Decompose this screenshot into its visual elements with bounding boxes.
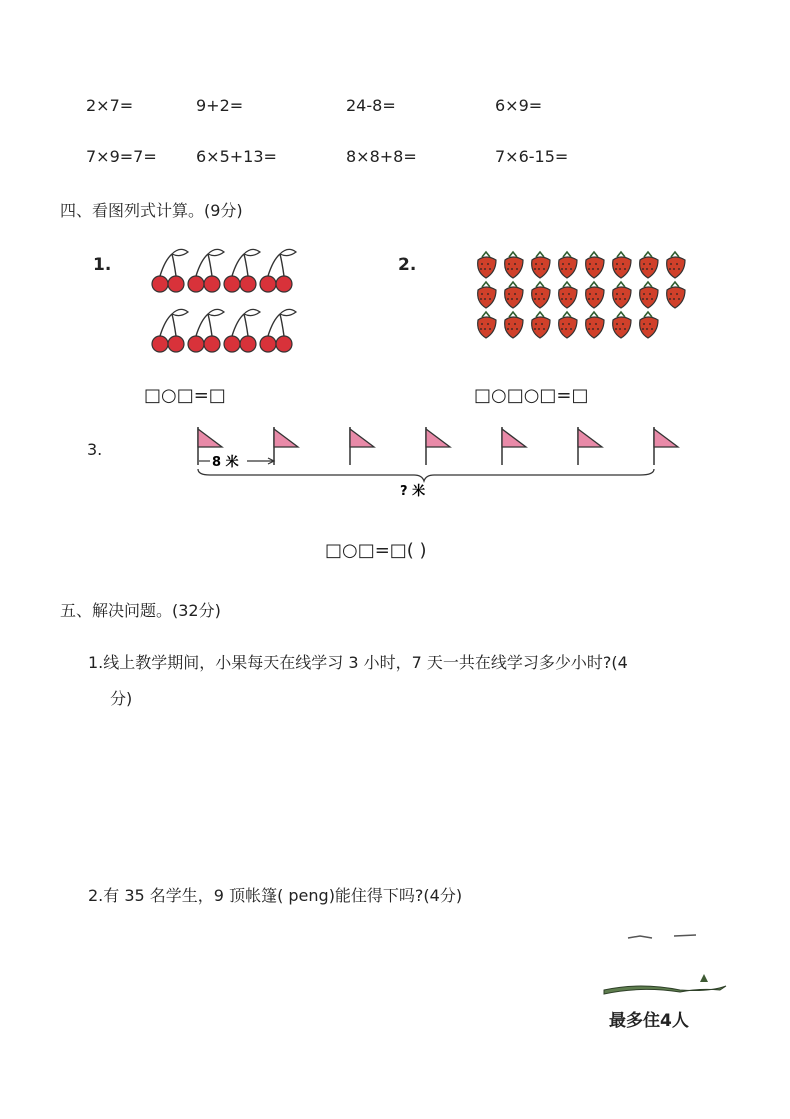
strawberry (478, 312, 496, 338)
cherry-pair (152, 249, 188, 292)
strawberry (586, 282, 604, 308)
strawberry (613, 312, 631, 338)
strawberry (478, 252, 496, 278)
problem-r2c2: 6×5+13= (196, 147, 277, 166)
flags-diagram (190, 425, 690, 505)
strawberry (532, 252, 550, 278)
question1-line2: 分) (110, 689, 133, 708)
cherry-pair (224, 249, 260, 292)
strawberry (505, 252, 523, 278)
cherry-pair (260, 309, 296, 352)
gap-label: 8 米 (212, 455, 239, 470)
problem3-number: 3. (87, 440, 103, 459)
problem-r1c4: 6×9= (495, 96, 543, 115)
problem1-formula: □○□=□ (144, 385, 226, 406)
strawberry (532, 282, 550, 308)
cherry-pair (152, 309, 188, 352)
strawberry (667, 252, 685, 278)
question1-line1: 1.线上教学期间，小果每天在线学习 3 小时，7 天一共在线学习多少小时?(4 (88, 653, 628, 672)
strawberry (559, 252, 577, 278)
section4-title: 四、看图列式计算。(9分) (60, 201, 243, 220)
question2: 2.有 35 名学生，9 顶帐篷( peng)能住得下吗?(4分) (88, 886, 463, 905)
flag (578, 427, 602, 465)
tent-illustration (600, 930, 740, 1000)
strawberry (613, 282, 631, 308)
strawberry (586, 252, 604, 278)
problem3-formula: □○□=□( ) (325, 540, 427, 561)
problem2-number: 2. (398, 255, 417, 275)
flag (350, 427, 374, 465)
strawberry (559, 312, 577, 338)
flag (426, 427, 450, 465)
cherry-pair (224, 309, 260, 352)
strawberry (559, 282, 577, 308)
problem-r2c1: 7×9=7= (86, 147, 157, 166)
cherry-pair (188, 309, 224, 352)
strawberry (640, 282, 658, 308)
strawberry (640, 252, 658, 278)
strawberry (640, 312, 658, 338)
total-brace (198, 469, 654, 481)
strawberry (505, 282, 523, 308)
problem-r2c3: 8×8+8= (346, 147, 417, 166)
total-label: ? 米 (400, 484, 426, 499)
flag (274, 427, 298, 465)
cherry-pair (188, 249, 224, 292)
strawberry (667, 282, 685, 308)
problem1-number: 1. (93, 255, 112, 275)
problem2-formula: □○□○□=□ (474, 385, 589, 406)
cherry-pair (260, 249, 296, 292)
strawberry (613, 252, 631, 278)
strawberry (505, 312, 523, 338)
flag (502, 427, 526, 465)
cherries-picture (150, 248, 310, 358)
strawberries-picture (470, 248, 700, 343)
problem-r1c1: 2×7= (86, 96, 134, 115)
tent-caption: 最多住4人 (609, 1011, 689, 1031)
problem-r1c3: 24-8= (346, 96, 396, 115)
problem-r2c4: 7×6-15= (495, 147, 569, 166)
strawberry (478, 282, 496, 308)
flag (654, 427, 678, 465)
section5-title: 五、解决问题。(32分) (60, 601, 221, 620)
strawberry (586, 312, 604, 338)
problem-r1c2: 9+2= (196, 96, 244, 115)
strawberry (532, 312, 550, 338)
